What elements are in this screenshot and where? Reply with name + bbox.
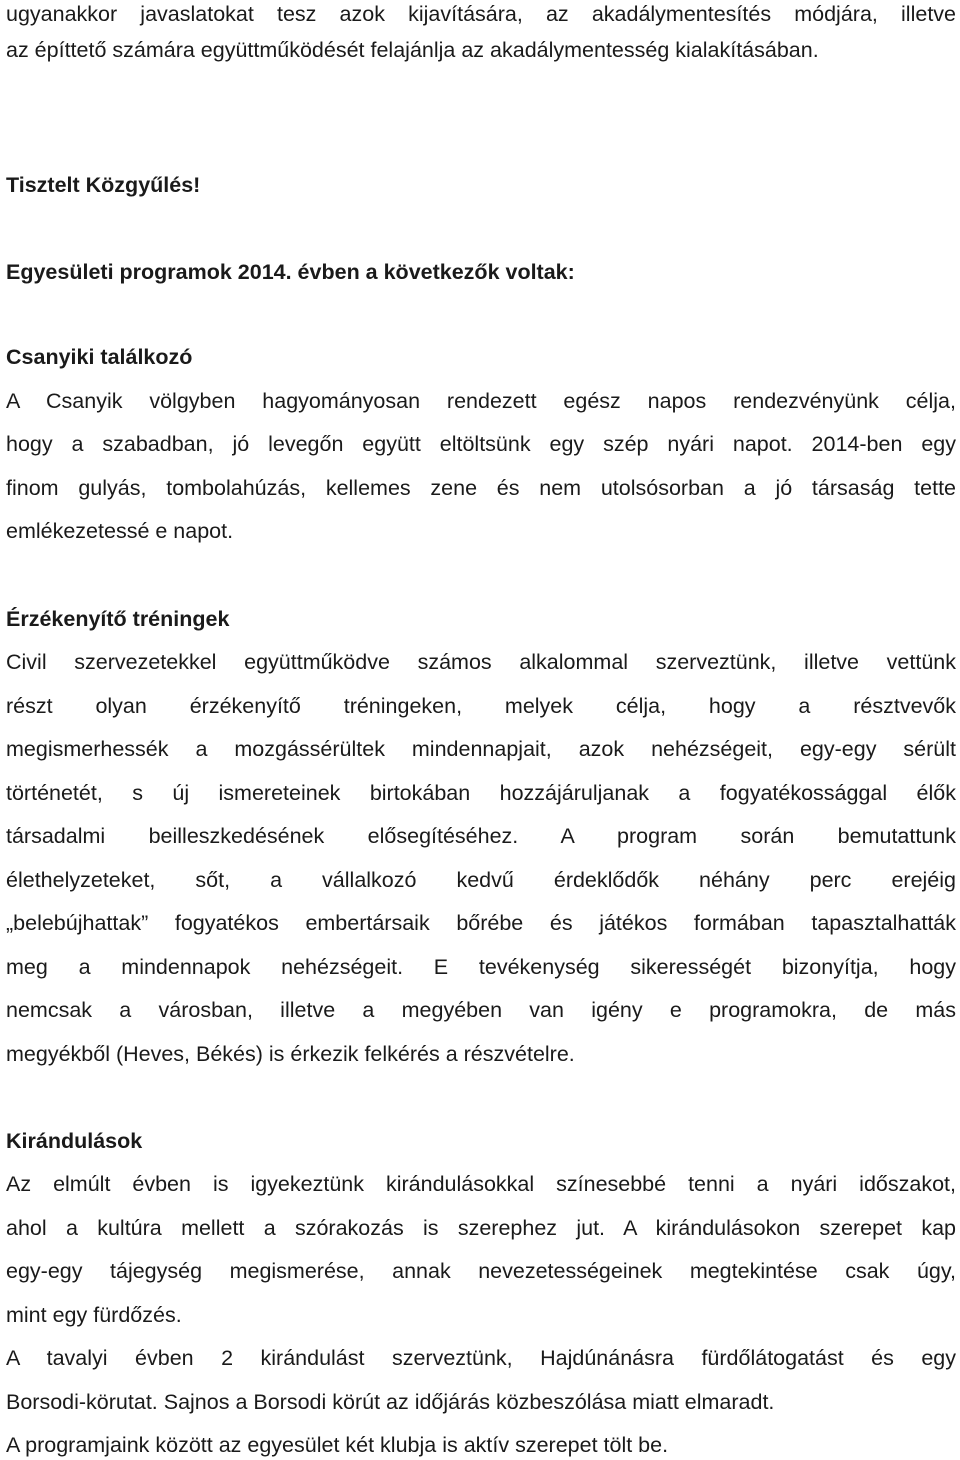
csanyik-line-2: hogy a szabadban, jó levegőn együtt eltöltsünk egy szép nyári napot. 2014-ben egy (6, 432, 956, 456)
trainings-line-10: megyékből (Heves, Békés) is érkezik felkérés a részvételre. (6, 1042, 575, 1066)
excursions-title: Kirándulások (6, 1129, 143, 1153)
trainings-line-7: „belebújhattak” fogyatékos embertársaik bőrébe és játékos formában tapasztalhatták (6, 911, 956, 935)
excursions-line-2: ahol a kultúra mellett a szórakozás is szerephez jut. A kirándulásokon szerepet kap (6, 1216, 956, 1240)
excursions-line-1: Az elmúlt évben is igyekeztünk kirándulásokkal színesebbé tenni a nyári időszakot, (6, 1172, 956, 1196)
salutation: Tisztelt Közgyűlés! (6, 173, 201, 197)
trainings-line-4: történetét, s új ismereteinek birtokában hozzájáruljanak a fogyatékossággal élők (6, 781, 956, 805)
trainings-line-8: meg a mindennapok nehézségeit. E tevékenység sikerességét bizonyítja, hogy (6, 955, 956, 979)
trainings-line-3: megismerhessék a mozgássérültek mindennapjait, azok nehézségeit, egy-egy sérült (6, 737, 956, 761)
csanyik-line-4: emlékezetessé e napot. (6, 519, 234, 543)
trainings-line-5: társadalmi beilleszkedésének elősegítéséhez. A program során bemutattunk (6, 824, 956, 848)
intro-line-2: az építtető számára együttműködését felajánlja az akadálymentesség kialakításában. (6, 38, 819, 62)
excursions-line-7: A programjaink között az egyesület két klubja is aktív szerepet tölt be. (6, 1433, 669, 1457)
trainings-line-6: élethelyzeteket, sőt, a vállalkozó kedvű érdeklődők néhány perc erejéig (6, 868, 956, 892)
trainings-title: Érzékenyítő tréningek (6, 607, 230, 631)
intro-line-1: ugyanakkor javaslatokat tesz azok kijavítására, az akadálymentesítés módjára, illetve (6, 2, 956, 26)
programs-heading: Egyesületi programok 2014. évben a következők voltak: (6, 260, 575, 284)
trainings-line-9: nemcsak a városban, illetve a megyében van igény e programokra, de más (6, 998, 956, 1022)
csanyik-title: Csanyiki találkozó (6, 345, 193, 369)
csanyik-line-1: A Csanyik völgyben hagyományosan rendezett egész napos rendezvényünk célja, (6, 389, 956, 413)
trainings-line-2: részt olyan érzékenyítő tréningeken, melyek célja, hogy a résztvevők (6, 694, 956, 718)
trainings-line-1: Civil szervezetekkel együttműködve számos alkalommal szerveztünk, illetve vettünk (6, 650, 956, 674)
excursions-line-4: mint egy fürdőzés. (6, 1303, 182, 1327)
excursions-line-6: Borsodi-körutat. Sajnos a Borsodi körút az időjárás közbeszólása miatt elmaradt. (6, 1390, 775, 1414)
csanyik-line-3: finom gulyás, tombolahúzás, kellemes zene és nem utolsósorban a jó társaság tette (6, 476, 956, 500)
excursions-line-3: egy-egy tájegység megismerése, annak nevezetességeinek megtekintése csak úgy, (6, 1259, 956, 1283)
excursions-line-5: A tavalyi évben 2 kirándulást szerveztünk, Hajdúnánásra fürdőlátogatást és egy (6, 1346, 956, 1370)
